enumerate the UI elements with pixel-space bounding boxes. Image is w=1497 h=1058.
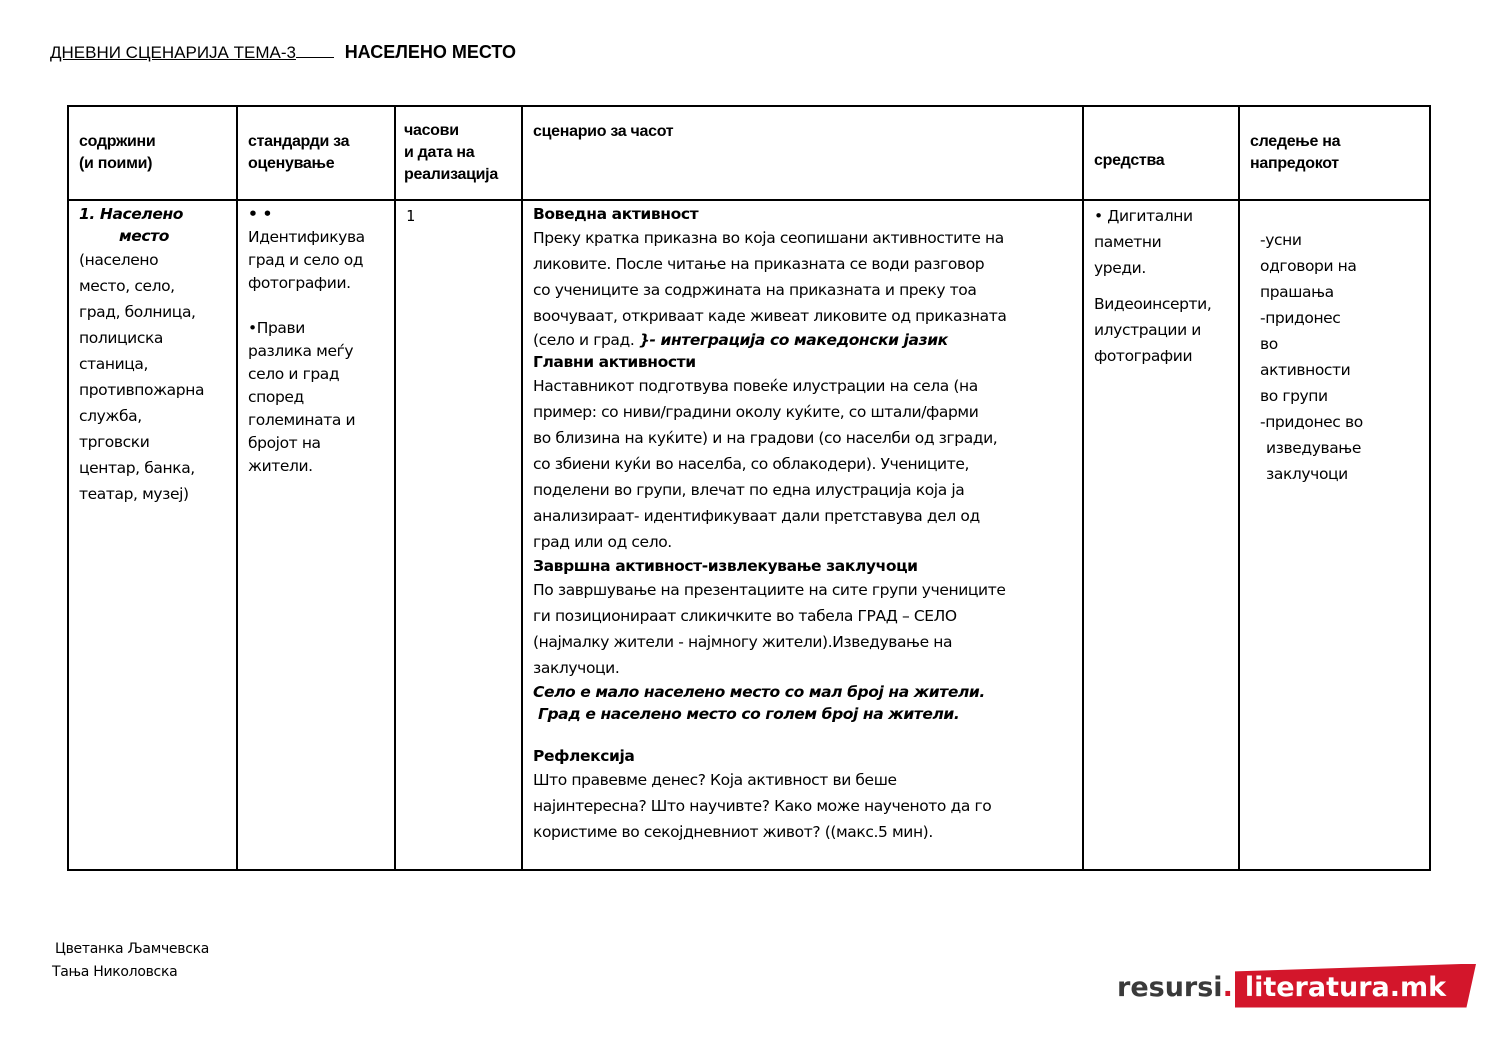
lesson-plan-table — [67, 105, 1431, 871]
scenario-line: ги позиционираат сликичките во табела ГРАД – СЕЛО — [533, 607, 957, 625]
scenario-line: Наставникот подготвува повеќе илустрации на села (на — [533, 377, 978, 395]
standard-line: фотографии. — [248, 274, 351, 292]
topic-title: НАСЕЛЕНО МЕСТО — [344, 42, 516, 62]
authors — [52, 938, 209, 984]
standard-item — [248, 317, 384, 478]
scenario-line: користиме во секојдневниот живот? ((макс.5 мин). — [533, 823, 933, 841]
resource-line: • Дигитални — [1094, 207, 1193, 225]
concept-line: театар, музеј) — [79, 485, 189, 503]
scenario-line: со збиени куќи во населба, со облакодери). Учениците, — [533, 455, 969, 473]
topic-line: место — [119, 227, 170, 245]
progress-line: одговори на — [1260, 257, 1357, 275]
standard-line: разлика меѓу — [248, 342, 354, 360]
hours-value: 1 — [406, 207, 415, 225]
concept-line: служба, — [79, 407, 142, 425]
scenario-line: пример: со ниви/градини околу куќите, со штали/фарми — [533, 403, 979, 421]
main-heading: Главни активности — [533, 353, 696, 371]
author-name: Тања Николовска — [52, 964, 178, 980]
progress-line: -придонес — [1260, 309, 1341, 327]
conclusion-city: Град е населено место со голем број на жители. — [533, 705, 960, 723]
scenario-text: (село и град. — [533, 331, 639, 349]
scenario-line: поделени во групи, влечат по една илустрација која ја — [533, 481, 965, 499]
scenario-cell — [522, 200, 1083, 870]
header-line: средства — [1094, 152, 1165, 169]
resource-line: фотографии — [1094, 347, 1193, 365]
header-line: часови — [404, 122, 459, 139]
progress-line: заклучоци — [1266, 465, 1348, 483]
scenario-line: со учениците за содржината на приказната и преку тоа — [533, 281, 977, 299]
scenario-line: во близина на куќите) и на градови (со населби од згради, — [533, 429, 998, 447]
resource-item — [1094, 291, 1228, 369]
spacer — [533, 725, 1072, 745]
column-header-scenario — [522, 106, 1083, 200]
author-name: Цветанка Љамчевска — [55, 941, 210, 957]
column-header-hours — [395, 106, 522, 200]
scenario-line: ликовите. После читање на приказната се води разговор — [533, 255, 985, 273]
scenario-line: Што правевме денес? Која активност ви беше — [533, 771, 897, 789]
resource-line: илустрации и — [1094, 321, 1201, 339]
final-heading: Завршна активност-извлекување заклучоци — [533, 557, 918, 575]
scenario-line: анализираат- идентификуваат дали претставува дел од — [533, 507, 980, 525]
conclusion-village: Село е мало населено место со мал број на жители. — [533, 683, 985, 701]
concept-line: град, болница, — [79, 303, 196, 321]
header-line: (и поими) — [79, 155, 153, 172]
header-line: следење на — [1250, 133, 1341, 150]
scenario-line: Преку кратка приказна во која сеопишани активностите на — [533, 229, 1004, 247]
scenario-line — [533, 329, 1072, 351]
reflection-heading: Рефлексија — [533, 747, 635, 765]
standards-cell — [237, 200, 395, 870]
title-underline-gap — [296, 43, 334, 58]
standard-line: големината и — [248, 411, 356, 429]
resource-line: уреди. — [1094, 259, 1146, 277]
concept-line: место, село, — [79, 277, 175, 295]
logo-text-literatura: literatura.mk — [1235, 970, 1462, 1006]
standard-line: град и село од — [248, 251, 364, 269]
scenario-line: град или од село. — [533, 533, 672, 551]
topic-name — [79, 203, 226, 247]
standard-line: Идентификува — [248, 228, 365, 246]
header-line: содржини — [79, 133, 156, 150]
header-line: стандарди за — [248, 133, 350, 150]
logo-dot: . — [1222, 971, 1233, 1003]
header-row — [68, 106, 1430, 200]
scenario-line: воочуваат, откриваат каде живеат ликовите од приказната — [533, 307, 1007, 325]
content-cell — [68, 200, 237, 870]
column-header-resources — [1083, 106, 1239, 200]
concept-line: полициска — [79, 329, 164, 347]
standard-line: бројот на — [248, 434, 321, 452]
column-header-progress — [1239, 106, 1430, 200]
hours-cell — [395, 200, 522, 870]
header-line: напредокот — [1250, 155, 1339, 172]
scenario-line: заклучоци. — [533, 659, 620, 677]
standard-line: жители. — [248, 457, 313, 475]
progress-line: во групи — [1260, 387, 1328, 405]
concepts-list — [79, 247, 226, 507]
topic-line: 1. Населено — [79, 205, 184, 223]
concept-line: центар, банка, — [79, 459, 195, 477]
header-line: реализација — [404, 166, 498, 183]
progress-line: активности — [1260, 361, 1351, 379]
scenario-line: По завршување на презентациите на сите групи учениците — [533, 581, 1006, 599]
scenario-line: (најмалку жители - најмногу жители).Изведување на — [533, 633, 953, 651]
series-title: ДНЕВНИ СЦЕНАРИЈА ТЕМА-3 — [50, 43, 296, 62]
concept-line: трговски — [79, 433, 150, 451]
logo-text-resursi: resursi — [1117, 971, 1223, 1003]
header-line: и дата на — [404, 144, 475, 161]
header-line: оценување — [248, 155, 335, 172]
resource-line: Видеоинсерти, — [1094, 295, 1212, 313]
column-header-standards — [237, 106, 395, 200]
resource-line: паметни — [1094, 233, 1162, 251]
progress-line: -придонес во — [1260, 413, 1363, 431]
progress-line: во — [1260, 335, 1278, 353]
intro-heading: Воведна активност — [533, 205, 699, 223]
resource-item — [1094, 203, 1228, 281]
standard-line: село и град — [248, 365, 340, 383]
progress-line: -усни — [1260, 231, 1302, 249]
site-logo[interactable] — [1117, 965, 1462, 1009]
standard-item — [248, 203, 384, 295]
standard-line: според — [248, 388, 304, 406]
integration-note: }- интеграција со македонски јазик — [638, 331, 948, 349]
table-row — [68, 200, 1430, 870]
resources-cell — [1083, 200, 1239, 870]
bullet-icon: • • — [248, 205, 273, 223]
progress-line: изведување — [1266, 439, 1361, 457]
concept-line: противпожарна — [79, 381, 205, 399]
concept-line: станица, — [79, 355, 149, 373]
progress-cell — [1239, 200, 1430, 870]
column-header-content — [68, 106, 237, 200]
header-line: сценарио за часот — [533, 123, 674, 140]
document-title — [50, 42, 516, 63]
progress-line: прашања — [1260, 283, 1334, 301]
scenario-line: најинтересна? Што научивте? Како може наученото да го — [533, 797, 992, 815]
standard-line: •Прави — [248, 319, 305, 337]
concept-line: (населено — [79, 251, 159, 269]
